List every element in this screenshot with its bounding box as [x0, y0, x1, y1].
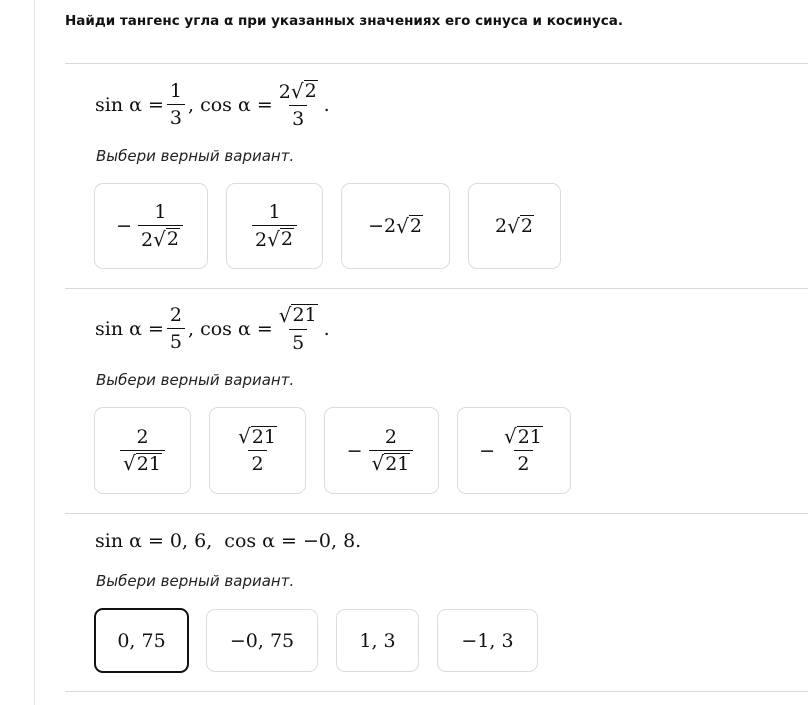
q1-option-1-den-rad: 2: [166, 228, 179, 251]
q1-cos-num-rad: 2: [304, 80, 317, 102]
q1-end: .: [323, 93, 330, 116]
q3-formula: sin α = 0, 6, cos α = −0, 8.: [95, 530, 362, 552]
q1-formula: [95, 80, 330, 130]
divider-1: [65, 63, 808, 64]
q2-option-2[interactable]: [209, 407, 306, 494]
sqrt-icon: √ 21: [278, 302, 317, 327]
q1-option-1[interactable]: [94, 183, 208, 269]
q2-option-3-den: [369, 450, 414, 476]
q1-sin-fraction: [167, 80, 185, 129]
q2-option-4-num-rad: 21: [517, 425, 542, 448]
q1-cos-fraction: [276, 80, 321, 130]
q3-prompt: Выбери верный вариант.: [96, 572, 295, 590]
sqrt-icon: √ 21: [371, 451, 410, 476]
q2-cos-num: [276, 304, 321, 329]
sqrt-icon: √ 2: [153, 226, 179, 251]
q3-option-3[interactable]: [336, 609, 419, 672]
q1-option-3-rad: 2: [409, 215, 422, 238]
q2-cos-num-rad: 21: [292, 304, 317, 326]
q3-option-2[interactable]: [206, 609, 318, 672]
divider-2: [65, 288, 808, 289]
q2-option-3-sign: −: [346, 439, 363, 462]
divider-3: [65, 513, 808, 514]
q2-option-3-num: 2: [384, 425, 397, 448]
q3-option-4[interactable]: [437, 609, 538, 672]
q1-option-1-den: [138, 225, 183, 251]
q2-option-4[interactable]: [457, 407, 571, 494]
q3-option-4-text: −1, 3: [461, 629, 514, 652]
q2-option-3-den-rad: 21: [385, 452, 410, 475]
q2-option-4-den: 2: [514, 450, 532, 475]
q1-option-3[interactable]: [341, 183, 450, 269]
q1-prompt: Выбери верный вариант.: [96, 147, 295, 165]
sqrt-icon: √ 2: [290, 78, 317, 103]
q1-cos-den: 3: [289, 105, 307, 130]
q2-cos-fraction: [276, 304, 321, 354]
q1-sin-label: sin α =: [95, 93, 164, 116]
q1-sin-num: 1: [169, 80, 182, 103]
q1-cos-num: [276, 80, 321, 105]
sqrt-icon: √ 2: [396, 213, 422, 238]
q1-option-3-text: −2: [368, 215, 397, 237]
q3-option-1-text: 0, 75: [117, 629, 166, 652]
q1-option-1-num: 1: [154, 201, 167, 224]
q2-cos-label: , cos α =: [188, 317, 273, 340]
q2-option-4-fraction: [501, 426, 546, 476]
sqrt-icon: √ 21: [123, 451, 161, 476]
q2-option-2-num: [235, 426, 280, 451]
q2-prompt: Выбери верный вариант.: [96, 371, 295, 389]
q1-cos-num-coef: 2: [278, 80, 291, 103]
q1-option-4-text: 2: [495, 215, 508, 237]
q3-option-2-text: −0, 75: [229, 629, 295, 652]
q1-option-4-rad: 2: [520, 215, 533, 238]
q1-option-2-fraction: [252, 201, 297, 251]
sqrt-icon: √ 21: [238, 424, 276, 449]
q1-option-2[interactable]: [226, 183, 323, 269]
q2-sin-fraction: [167, 304, 185, 353]
divider-4: [65, 691, 808, 692]
q2-end: .: [323, 317, 330, 340]
q1-cos-label: , cos α =: [188, 93, 273, 116]
q2-option-3[interactable]: [324, 407, 439, 494]
sqrt-icon: √ 2: [507, 213, 533, 238]
q2-option-1-num: 2: [136, 425, 149, 448]
q2-option-1-den: [120, 450, 165, 476]
q2-sin-num: 2: [169, 304, 182, 327]
q1-option-4[interactable]: [468, 183, 561, 269]
q2-cos-den: 5: [289, 329, 307, 354]
task-title: Найди тангенс угла α при указанных значениях его синуса и косинуса.: [65, 13, 623, 29]
q1-option-2-num: 1: [268, 201, 281, 224]
q2-sin-label: sin α =: [95, 317, 164, 340]
q2-sin-den: 5: [167, 328, 185, 353]
q1-sin-den: 3: [167, 104, 185, 129]
sqrt-icon: √ 2: [267, 226, 293, 251]
q2-formula: [95, 304, 330, 354]
q2-option-4-num: [501, 426, 546, 451]
q2-option-1-den-rad: 21: [136, 452, 161, 475]
q1-option-1-den-coef: 2: [141, 228, 154, 251]
q2-option-2-den: 2: [248, 450, 266, 475]
q1-option-1-sign: −: [116, 215, 132, 237]
q2-option-4-sign: −: [479, 439, 495, 462]
q1-option-2-den-rad: 2: [280, 228, 293, 251]
q3-option-3-text: 1, 3: [359, 629, 396, 652]
q1-option-1-fraction: [138, 201, 183, 251]
left-border: [34, 0, 35, 705]
q2-option-1[interactable]: [94, 407, 191, 494]
q2-option-2-fraction: [235, 426, 280, 476]
q2-option-1-fraction: [120, 426, 165, 476]
q1-option-2-den-coef: 2: [255, 228, 268, 251]
q2-option-3-fraction: [369, 426, 414, 476]
sqrt-icon: √ 21: [504, 424, 542, 449]
q1-option-2-den: [252, 225, 297, 251]
q2-option-2-num-rad: 21: [251, 425, 276, 448]
q3-option-1[interactable]: [94, 608, 189, 673]
